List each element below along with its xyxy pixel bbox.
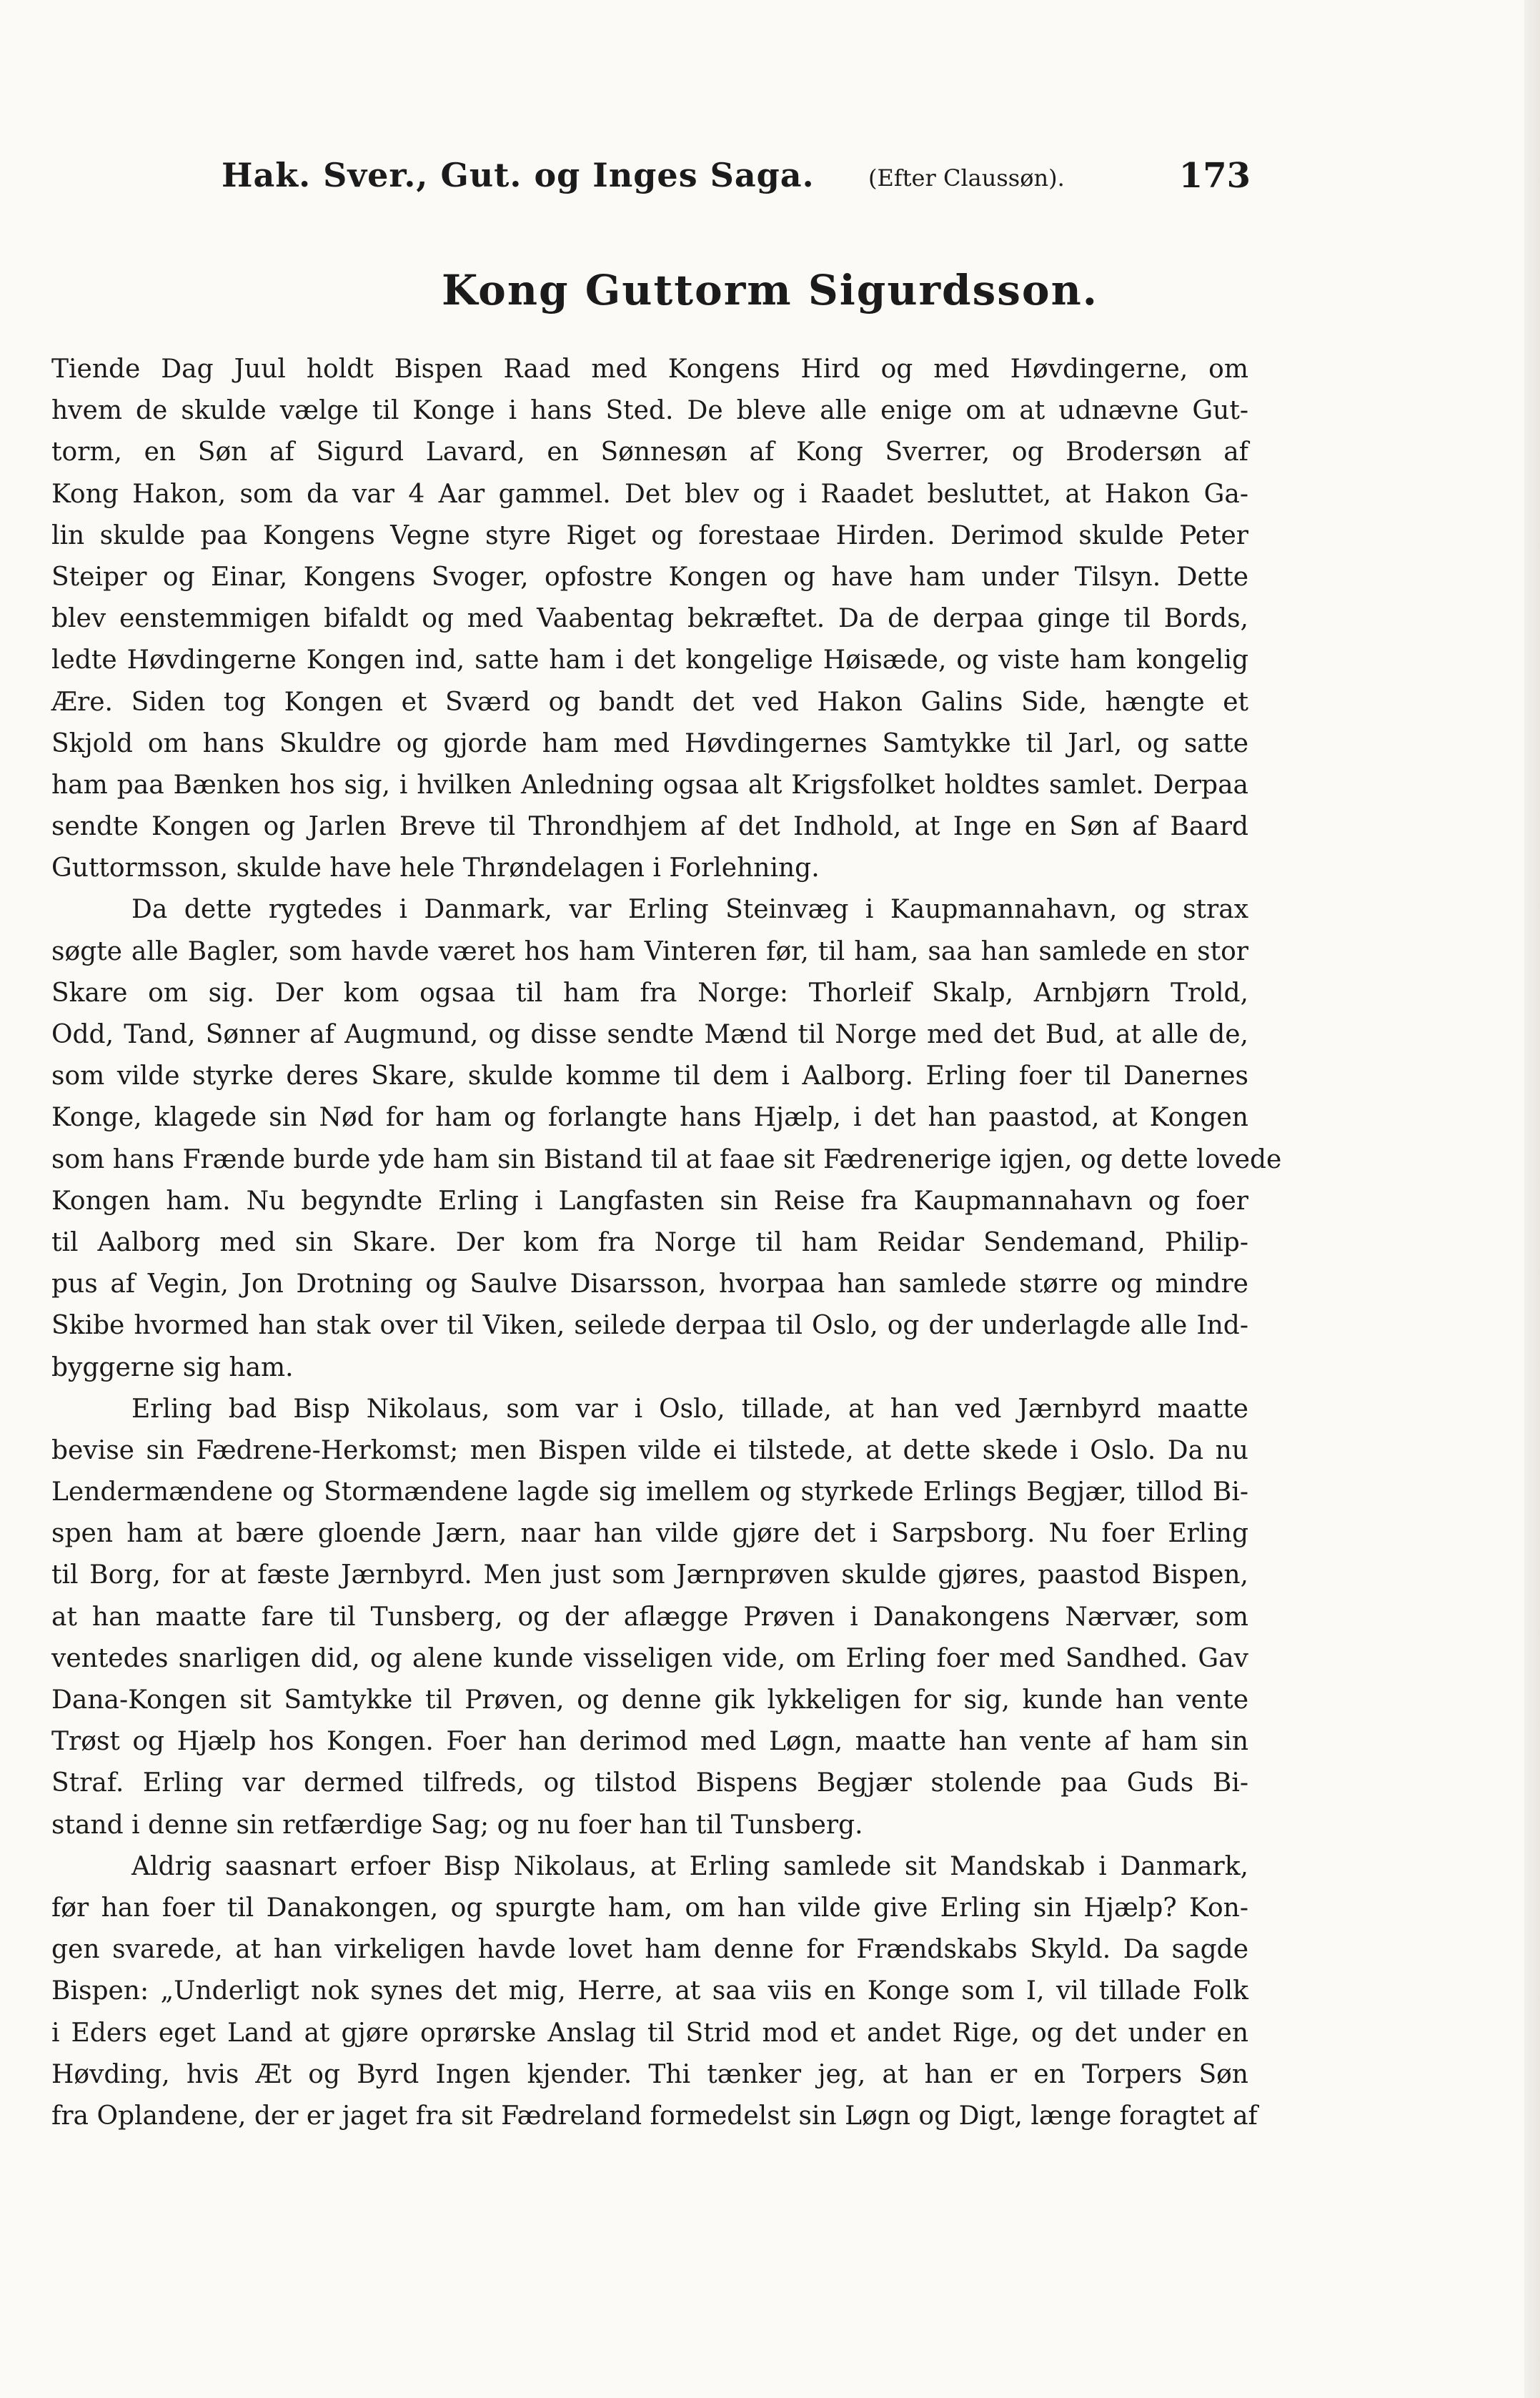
text-line: Aldrig saasnart erfoer Bisp Nikolaus, at Erling samlede sit Mandskab i Danmark, — [131, 1851, 1248, 1881]
text-line: som hans Frænde burde yde ham sin Bistand til at faae sit Fædrenerige igjen, og dette lovede — [51, 1144, 1282, 1174]
text-line: i Eders eget Land at gjøre oprørske Anslag til Strid mod et andet Rige, og det under en — [51, 2018, 1248, 2048]
text-line: ventedes snarligen did, og alene kunde visseligen vide, om Erling foer med Sandhed. Gav — [51, 1643, 1248, 1673]
text-line: fra Oplandene, der er jaget fra sit Fædreland formedelst sin Løgn og Digt, længe foragtet af — [51, 2101, 1258, 2131]
text-line: stand i denne sin retfærdige Sag; og nu foer han til Tunsberg. — [51, 1810, 863, 1840]
text-line: Kongen ham. Nu begyndte Erling i Langfasten sin Reise fra Kaupmannahavn og foer — [51, 1186, 1248, 1216]
text-line: Konge, klagede sin Nød for ham og forlangte hans Hjælp, i det han paastod, at Kongen — [51, 1103, 1248, 1133]
text-line: Tiende Dag Juul holdt Bispen Raad med Kongens Hird og med Høvdingerne, om — [51, 355, 1248, 384]
text-line: Lendermændene og Stormændene lagde sig imellem og styrkede Erlings Begjær, tillod Bi- — [51, 1477, 1248, 1507]
text-line: ham paa Bænken hos sig, i hvilken Anledning ogsaa alt Krigsfolket holdtes samlet. Derpaa — [51, 770, 1248, 800]
text-line: sendte Kongen og Jarlen Breve til Throndhjem af det Indhold, at Inge en Søn af Baard — [51, 812, 1248, 842]
text-line: torm, en Søn af Sigurd Lavard, en Sønnesøn af Kong Sverrer, og Brodersøn af — [51, 437, 1248, 467]
text-line: Skibe hvormed han stak over til Viken, seilede derpaa til Oslo, og der underlagde alle Ind- — [51, 1311, 1248, 1341]
text-line: Odd, Tand, Sønner af Augmund, og disse sendte Mænd til Norge med det Bud, at alle de, — [51, 1020, 1248, 1049]
text-line: som vilde styrke deres Skare, skulde komme til dem i Aalborg. Erling foer til Danernes — [51, 1061, 1248, 1091]
text-line: Skjold om hans Skuldre og gjorde ham med Høvdingernes Samtykke til Jarl, og satte — [51, 728, 1248, 758]
text-line: Dana-Kongen sit Samtykke til Prøven, og denne gik lykkeligen for sig, kunde han vente — [51, 1685, 1248, 1715]
text-line: gen svarede, at han virkeligen havde lovet ham denne for Frændskabs Skyld. Da sagde — [51, 1935, 1248, 1965]
text-line: spen ham at bære gloende Jærn, naar han vilde gjøre det i Sarpsborg. Nu foer Erling — [51, 1519, 1248, 1549]
text-line: ledte Høvdingerne Kongen ind, satte ham i det kongelige Høisæde, og viste ham kongelig — [51, 645, 1248, 675]
text-line: Kong Hakon, som da var 4 Aar gammel. Det blev og i Raadet besluttet, at Hakon Ga- — [51, 479, 1248, 509]
text-line: Da dette rygtedes i Danmark, var Erling Steinvæg i Kaupmannahavn, og strax — [131, 895, 1248, 925]
text-line: byggerne sig ham. — [51, 1352, 294, 1382]
text-line: blev eenstemmigen bifaldt og med Vaabentag bekræftet. Da de derpaa ginge til Bords, — [51, 604, 1248, 634]
text-line: bevise sin Fædrene-Herkomst; men Bispen vilde ei tilstede, at dette skede i Oslo. Da nu — [51, 1435, 1248, 1465]
running-head-title: Hak. Sver., Gut. og Inges Saga. — [222, 156, 815, 194]
page-edge — [1524, 0, 1540, 2398]
text-line: Guttormsson, skulde have hele Thrøndelagen i Forlehning. — [51, 853, 820, 883]
text-line: til Borg, for at fæste Jærnbyrd. Men just som Jærnprøven skulde gjøres, paastod Bispen, — [51, 1560, 1248, 1590]
text-line: Straf. Erling var dermed tilfreds, og tilstod Bispens Begjær stolende paa Guds Bi- — [51, 1768, 1248, 1798]
text-line: Bispen: „Underligt nok synes det mig, Herre, at saa viis en Konge som I, vil tillade Folk — [51, 1976, 1248, 2006]
text-line: søgte alle Bagler, som havde været hos ham Vinteren før, til ham, saa han samlede en stor — [51, 936, 1248, 966]
page-number: 173 — [1178, 156, 1251, 196]
text-line: Trøst og Hjælp hos Kongen. Foer han derimod med Løgn, maatte han vente af ham sin — [51, 1727, 1248, 1757]
text-line: at han maatte fare til Tunsberg, og der aflægge Prøven i Danakongens Nærvær, som — [51, 1602, 1248, 1632]
text-line: lin skulde paa Kongens Vegne styre Riget og forestaae Hirden. Derimod skulde Peter — [51, 520, 1248, 550]
body-text — [51, 349, 1282, 2137]
text-line: før han foer til Danakongen, og spurgte ham, om han vilde give Erling sin Hjælp? Kon- — [51, 1893, 1248, 1923]
text-line: Skare om sig. Der kom ogsaa til ham fra Norge: Thorleif Skalp, Arnbjørn Trold, — [51, 978, 1248, 1008]
running-head-source: (Efter Claussøn). — [868, 164, 1065, 192]
text-line: Erling bad Bisp Nikolaus, som var i Oslo, tillade, at han ved Jærnbyrd maatte — [131, 1394, 1248, 1424]
text-line: pus af Vegin, Jon Drotning og Saulve Disarsson, hvorpaa han samlede større og mindre — [51, 1269, 1248, 1299]
text-line: Steiper og Einar, Kongens Svoger, opfostre Kongen og have ham under Tilsyn. Dette — [51, 562, 1248, 592]
chapter-title: Kong Guttorm Sigurdsson. — [442, 266, 1098, 314]
text-line: til Aalborg med sin Skare. Der kom fra Norge til ham Reidar Sendemand, Philip- — [51, 1227, 1248, 1257]
running-head — [222, 156, 1251, 199]
text-line: Høvding, hvis Æt og Byrd Ingen kjender. Thi tænker jeg, at han er en Torpers Søn — [51, 2059, 1248, 2089]
text-line: hvem de skulde vælge til Konge i hans Sted. De bleve alle enige om at udnævne Gut- — [51, 396, 1248, 426]
text-line: Ære. Siden tog Kongen et Sværd og bandt det ved Hakon Galins Side, hængte et — [51, 687, 1248, 717]
